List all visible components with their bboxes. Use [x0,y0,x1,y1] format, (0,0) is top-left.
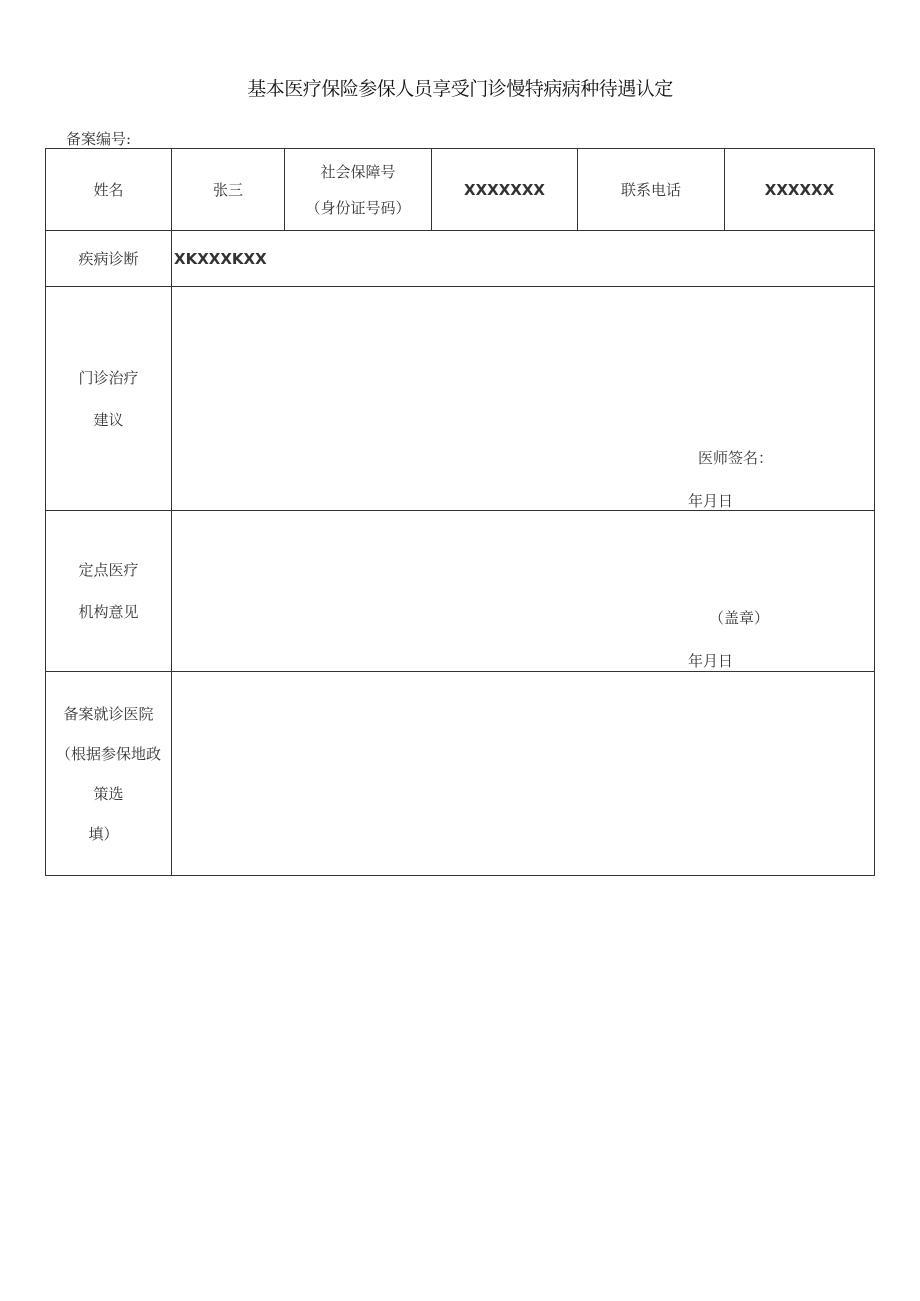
doctor-signature-label: 医师签名： [698,449,774,467]
treatment-advice-label [46,287,172,511]
treatment-date-label: 年月日 [688,492,734,510]
registered-hospital-label-line4: 填） [88,824,119,843]
diagnosis-value[interactable]: XKXXXKXX [172,231,875,287]
registered-hospital-label-line2: （根据参保地政 [55,744,161,763]
name-label: 姓名 [46,149,172,231]
record-number-label: 备案编号: [66,130,132,148]
registered-hospital-label-line3: 策选 [93,784,124,803]
diagnosis-label: 疾病诊断 [46,231,172,287]
treatment-advice-field[interactable] [172,287,875,511]
stamp-label: （盖章） [709,609,770,627]
phone-label: 联系电话 [578,149,725,231]
personal-info-row [46,149,875,231]
ssn-label-line2: （身份证号码） [305,198,411,217]
institution-opinion-label-line1: 定点医疗 [78,561,139,579]
registered-hospital-field[interactable] [172,672,875,876]
diagnosis-row [46,231,875,287]
ssn-label-line1: 社会保障号 [320,162,396,181]
registered-hospital-label-line1: 备案就诊医院 [63,704,154,723]
registered-hospital-label [46,672,172,876]
institution-opinion-field[interactable] [172,511,875,672]
institution-opinion-label-line2: 机构意见 [78,603,139,621]
institution-opinion-row [46,511,875,672]
phone-value[interactable]: XXXXXX [725,149,875,231]
registration-form-table [45,148,875,876]
ssn-value[interactable]: XXXXXXX [432,149,578,231]
treatment-advice-row [46,287,875,511]
treatment-advice-label-line2: 建议 [93,410,124,429]
ssn-label [285,149,432,231]
document-title: 基本医疗保险参保人员享受门诊慢特病病种待遇认定 [247,78,673,100]
institution-date-label: 年月日 [688,652,734,670]
treatment-advice-label-line1: 门诊治疗 [78,368,139,387]
registered-hospital-row [46,672,875,876]
name-value[interactable]: 张三 [172,149,285,231]
institution-opinion-label [46,511,172,672]
